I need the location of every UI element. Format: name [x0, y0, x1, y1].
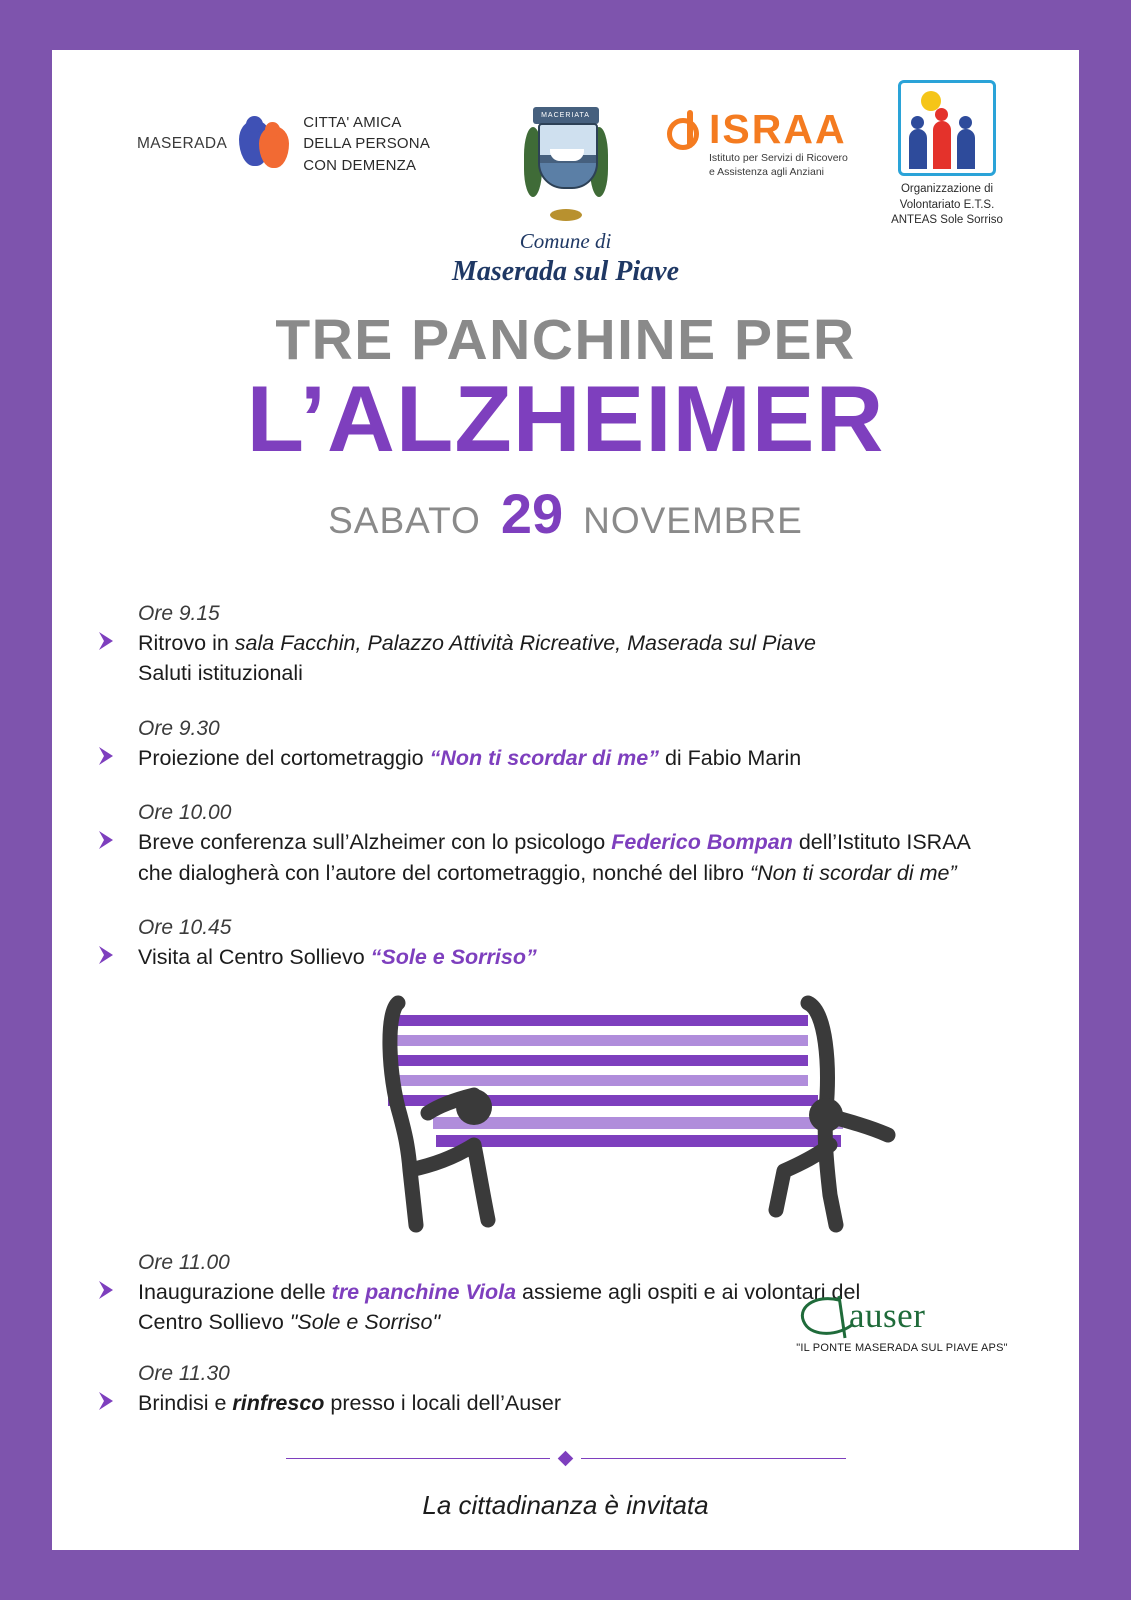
programme-item-description — [138, 628, 1007, 689]
programme-item-text-post: di Fabio Marin — [658, 745, 802, 770]
chevron-right-icon — [96, 630, 118, 652]
auser-logo — [787, 1294, 1017, 1354]
footer-divider — [286, 1453, 846, 1464]
chevron-right-icon — [96, 1279, 118, 1301]
programme-item-highlight: rinfresco — [232, 1391, 325, 1415]
programme-item-text-pre: Inaugurazione delle — [138, 1279, 332, 1304]
programme-item-text-pre: Ritrovo in — [138, 630, 235, 655]
programme-item-time: Ore 9.30 — [138, 716, 220, 740]
programme-item-book-title: “Non ti scordar di me” — [749, 860, 957, 885]
programme-item — [138, 602, 1007, 689]
programme-item-time: Ore 11.30 — [138, 1362, 230, 1385]
programme-item-center-name: "Sole e Sorriso" — [289, 1310, 441, 1335]
anteas-logo — [867, 80, 1027, 229]
programme-item-venue: sala Facchin, Palazzo Attività Ricreative, Maserada sul Piave — [234, 630, 816, 655]
anteas-line-3: ANTEAS Sole Sorriso — [891, 214, 1003, 227]
comune-crest-icon — [520, 105, 612, 223]
date-month: NOVEMBRE — [583, 499, 803, 541]
date-day-number: 29 — [500, 481, 564, 545]
comune-line-2: Maserada sul Piave — [451, 256, 680, 287]
chevron-right-icon — [96, 944, 118, 966]
programme-item-description — [138, 827, 1007, 888]
israa-subtitle — [709, 152, 848, 179]
programme-item-description — [138, 1388, 1007, 1419]
anteas-text — [867, 182, 1027, 229]
maserada-label: MASERADA — [137, 134, 228, 152]
title-top-line: TRE PANCHINE PER — [275, 308, 856, 372]
chevron-right-icon — [96, 1390, 118, 1412]
programme-item — [138, 916, 1007, 973]
page-title: L’ALZHEIMER — [246, 366, 885, 471]
programme-item-text-2: che dialogherà con l’autore del cortometraggio, nonché del libro — [138, 860, 750, 885]
chevron-right-icon — [96, 745, 118, 767]
programme-item-text-post: presso i locali dell’Auser — [324, 1391, 562, 1415]
dementia-line-2: DELLA PERSONA — [303, 135, 431, 153]
programme-item-text-pre: Breve conferenza sull’Alzheimer con lo psicologo — [138, 830, 612, 855]
dementia-line-1: CITTA' AMICA — [303, 114, 402, 131]
anteas-line-2: Volontariato E.T.S. — [899, 198, 995, 211]
diamond-icon — [558, 1450, 574, 1466]
programme-item-time: Ore 9.15 — [138, 601, 220, 625]
programme-item — [138, 717, 1007, 774]
programme-item-text-2: Saluti istituzionali — [138, 661, 303, 686]
programme-item-text-post: assieme agli ospiti e ai volontari del — [516, 1279, 861, 1304]
programme-item-description — [138, 743, 1007, 774]
date-weekday: SABATO — [328, 499, 481, 541]
programme-item-description — [138, 942, 1007, 973]
event-date — [52, 481, 1079, 546]
dementia-line-3: CON DEMENZA — [303, 156, 417, 174]
programme-item-time: Ore 10.45 — [138, 916, 232, 940]
programme-item — [138, 801, 1007, 888]
israa-name: ISRAA — [709, 106, 847, 152]
auser-name: auser — [849, 1296, 926, 1335]
programme-item-text-pre: Brindisi e — [138, 1391, 233, 1415]
anteas-line-1: Organizzazione di — [900, 183, 994, 195]
programme-item-time: Ore 10.00 — [138, 801, 232, 825]
purple-bench-illustration — [378, 995, 938, 1245]
programme-item-text-2: Centro Sollievo — [138, 1310, 290, 1335]
programme-item-highlight: Federico Bompan — [611, 830, 793, 855]
israa-logo — [667, 106, 848, 179]
programme-item-highlight: “Sole e Sorriso” — [370, 945, 537, 970]
israa-icon — [667, 110, 701, 150]
anteas-icon — [898, 80, 996, 176]
chevron-right-icon — [96, 829, 118, 851]
programme-item-highlight: tre panchine Viola — [331, 1279, 517, 1304]
logo-header — [52, 50, 1079, 287]
crest-ribbon-label: MACERIATA — [533, 107, 599, 124]
title-block — [52, 308, 1079, 546]
programme-item-text-pre: Visita al Centro Sollievo — [138, 945, 371, 970]
israa-subtitle-line-1: Istituto per Servizi di Ricovero — [709, 151, 848, 164]
israa-subtitle-line-2: e Assistenza agli Anziani — [709, 165, 824, 178]
invitation-text: La cittadinanza è invitata — [422, 1489, 709, 1520]
comune-line-1: Comune di — [519, 229, 612, 253]
programme-item-time: Ore 11.00 — [138, 1250, 230, 1274]
auser-subtitle: "IL PONTE MASERADA SUL PIAVE APS" — [796, 1342, 1008, 1354]
poster-canvas — [52, 50, 1079, 1550]
programme-item-text-post: dell’Istituto ISRAA — [792, 830, 971, 855]
programme-item-highlight: “Non ti scordar di me” — [429, 745, 659, 770]
programme-item-text-pre: Proiezione del cortometraggio — [138, 745, 430, 770]
bench-illustration-wrap — [138, 1001, 1007, 1251]
programme-item — [138, 1362, 1007, 1419]
